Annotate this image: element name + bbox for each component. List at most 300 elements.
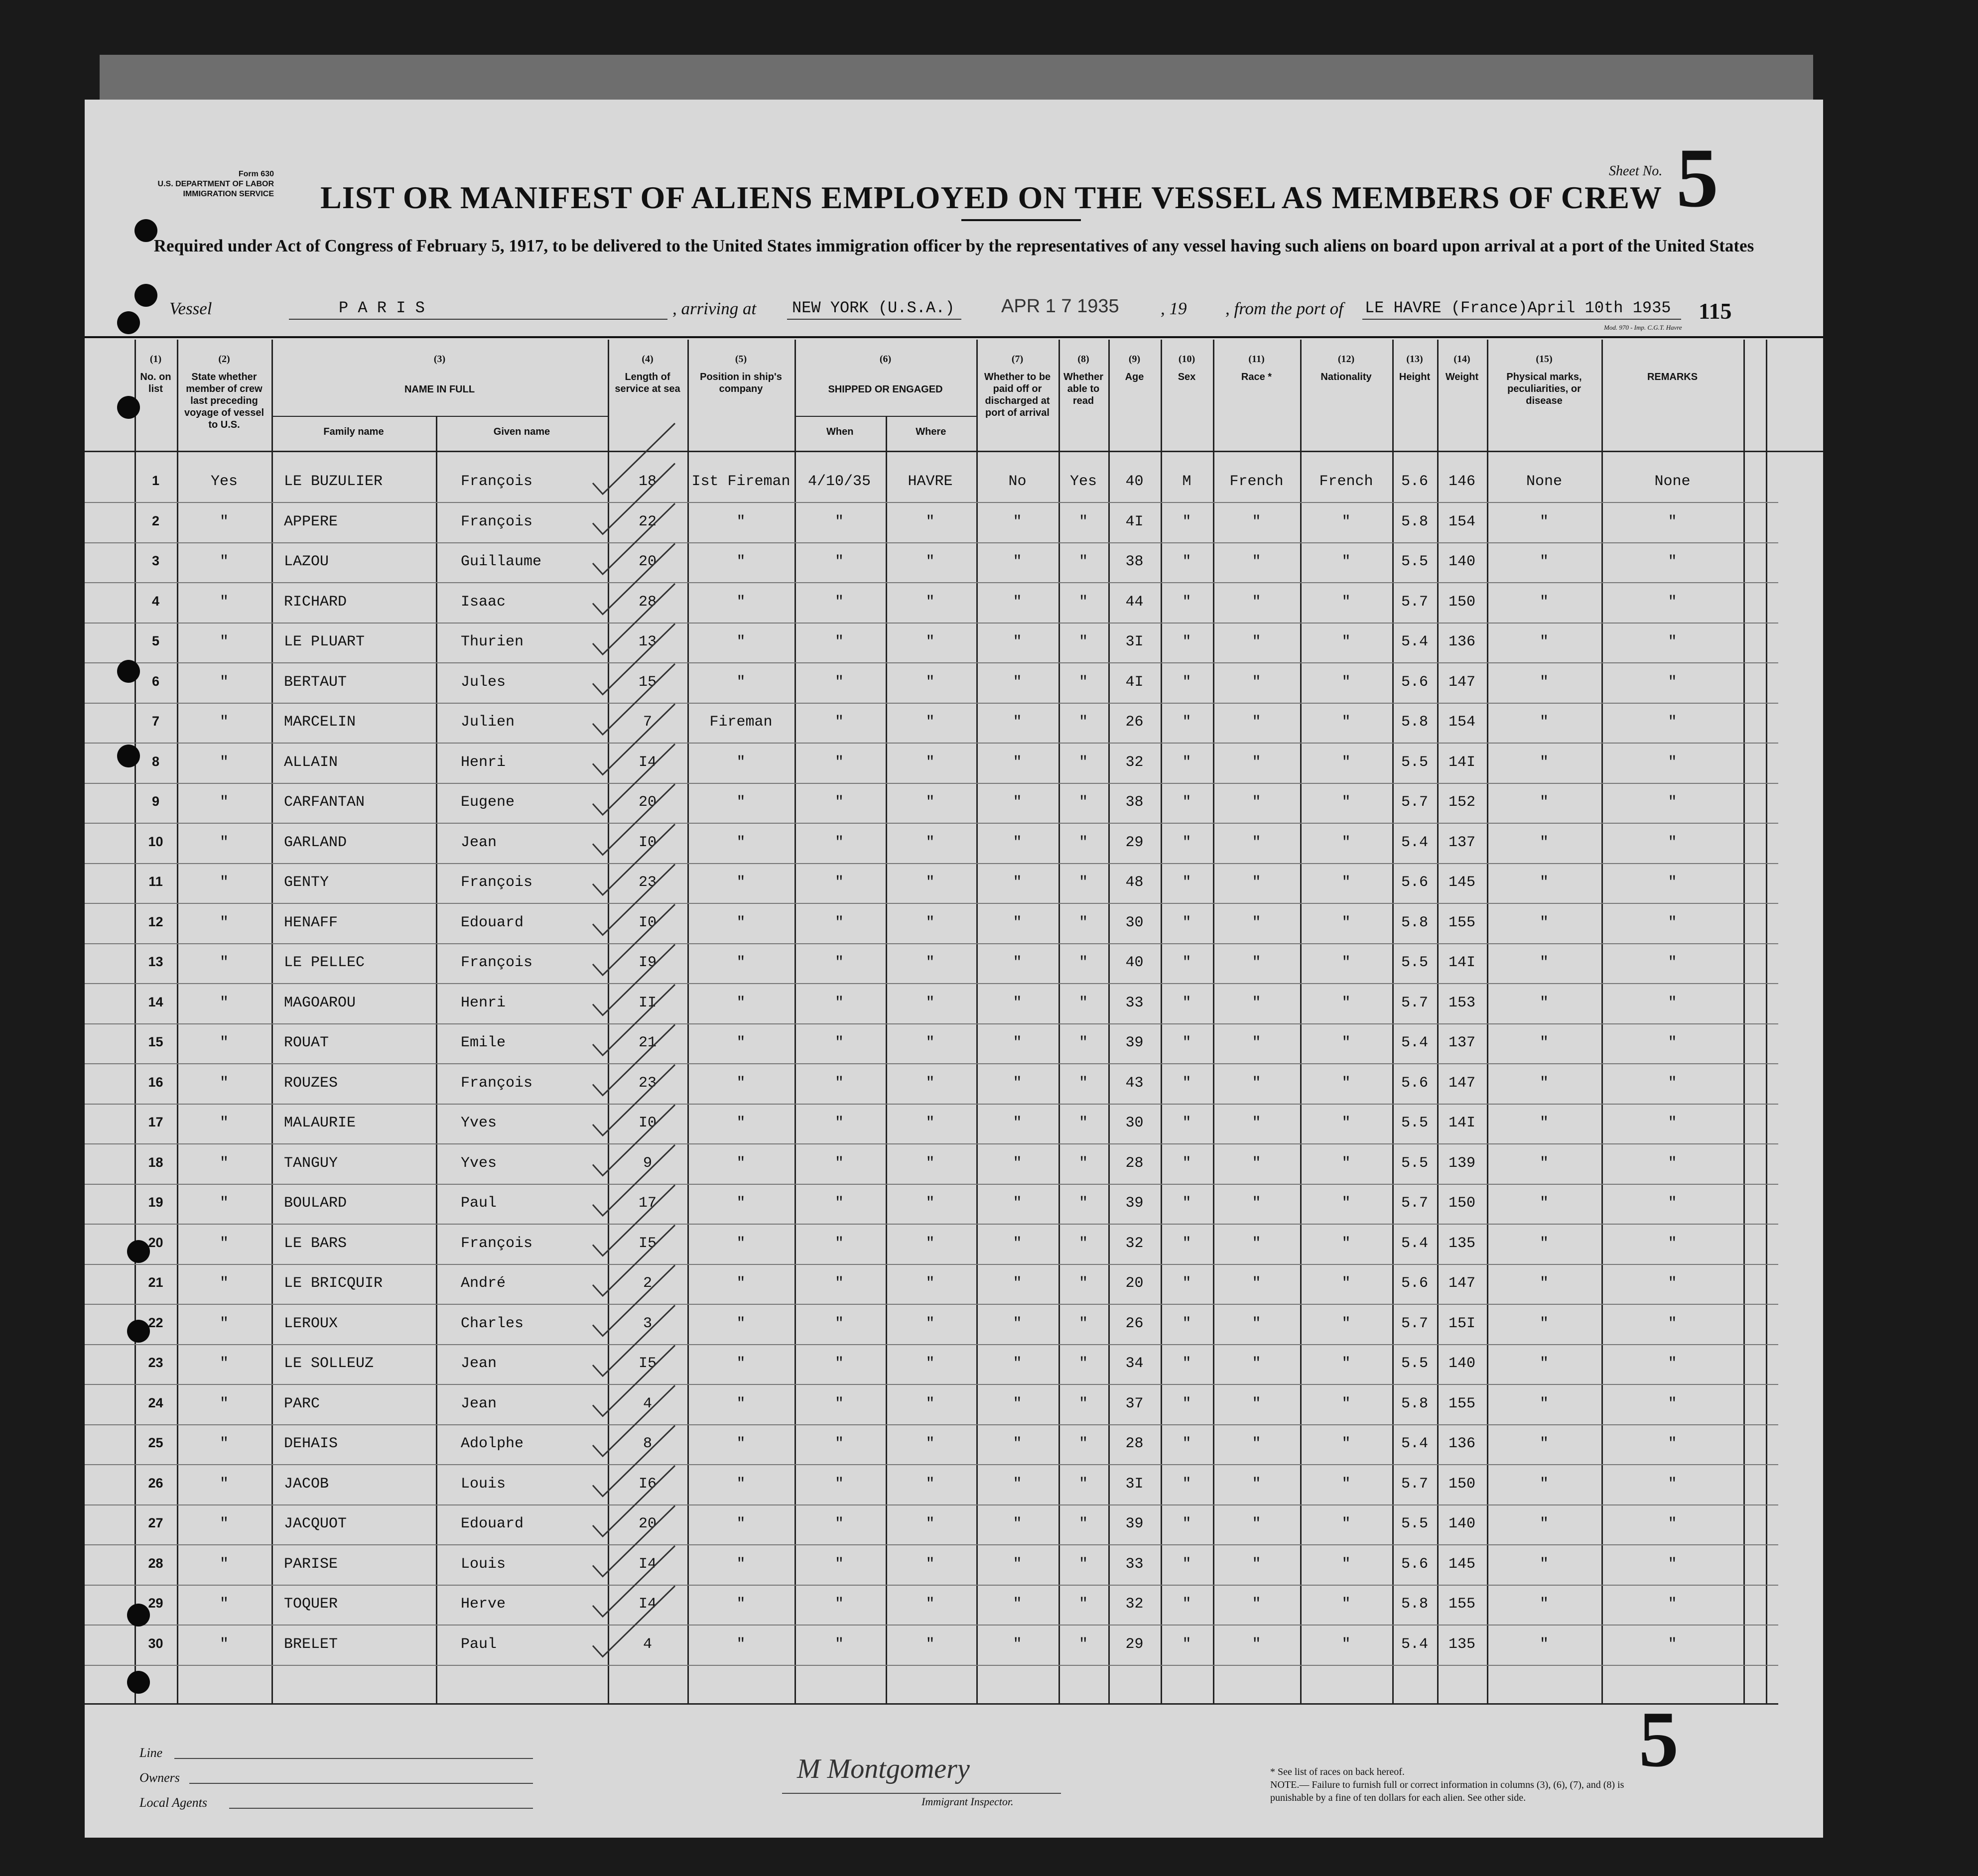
table-cell-nationality: " bbox=[1341, 633, 1351, 650]
table-cell-marks: " bbox=[1539, 1515, 1549, 1532]
local-agents-label: Local Agents bbox=[139, 1795, 208, 1810]
table-cell-height: 5.8 bbox=[1401, 714, 1428, 731]
table-cell-when: " bbox=[834, 673, 844, 691]
table-cell-weight: 14I bbox=[1448, 1115, 1475, 1131]
table-cell-read: " bbox=[1078, 1395, 1088, 1412]
binder-hole bbox=[117, 311, 140, 334]
table-cell-where: " bbox=[925, 633, 935, 650]
table-cell-sex: " bbox=[1182, 1154, 1191, 1172]
table-cell-weight: 155 bbox=[1448, 1596, 1475, 1613]
table-cell-prev: Yes bbox=[210, 473, 238, 490]
table-cell-when: " bbox=[834, 1235, 844, 1252]
table-cell-remarks: " bbox=[1668, 753, 1677, 771]
table-cell-when: " bbox=[834, 714, 844, 731]
table-cell-paid: " bbox=[1013, 1555, 1022, 1573]
column-divider bbox=[1743, 340, 1745, 1703]
sheet-number: 5 bbox=[1676, 131, 1718, 225]
table-cell-marks: " bbox=[1539, 673, 1549, 691]
table-cell-nationality: " bbox=[1341, 1195, 1351, 1212]
table-cell-remarks: " bbox=[1668, 673, 1677, 691]
owners-label: Owners bbox=[139, 1770, 180, 1785]
column-divider bbox=[687, 340, 689, 1703]
table-cell-remarks: " bbox=[1668, 553, 1677, 570]
table-cell-sex: " bbox=[1182, 714, 1191, 731]
row-rule bbox=[85, 1264, 1778, 1265]
table-cell-nationality: " bbox=[1341, 954, 1351, 971]
table-cell-where: " bbox=[925, 794, 935, 811]
table-cell-family: LE BRICQUIR bbox=[284, 1275, 383, 1292]
column-divider bbox=[1601, 340, 1603, 1703]
table-cell-paid: " bbox=[1013, 714, 1022, 731]
row-rule bbox=[85, 903, 1778, 904]
column-header: Physical marks, peculiarities, or disease bbox=[1506, 372, 1582, 406]
table-cell-remarks: " bbox=[1668, 874, 1677, 891]
table-cell-sex: " bbox=[1182, 1555, 1191, 1573]
table-cell-position: " bbox=[736, 994, 746, 1011]
table-cell-paid: " bbox=[1013, 794, 1022, 811]
table-cell-prev: " bbox=[219, 1635, 229, 1653]
table-cell-where: " bbox=[925, 1074, 935, 1092]
table-cell-weight: 147 bbox=[1448, 1275, 1475, 1292]
table-cell-position: " bbox=[736, 1435, 746, 1452]
table-cell-age: 44 bbox=[1125, 593, 1144, 611]
column-divider bbox=[271, 340, 273, 1703]
table-cell-position: " bbox=[736, 1154, 746, 1172]
table-cell-nationality: " bbox=[1341, 1235, 1351, 1252]
table-cell-marks: " bbox=[1539, 954, 1549, 971]
document-subtitle: Required under Act of Congress of February 5, 1917, to be delivered to the United States immigration officer by the representatives of any vessel having such aliens on board upon arrival at a port of the United States bbox=[153, 236, 1754, 255]
table-cell-marks: " bbox=[1539, 593, 1549, 611]
table-cell-family: PARISE bbox=[284, 1555, 338, 1573]
table-cell-service: 18 bbox=[638, 473, 657, 490]
table-cell-no: 27 bbox=[148, 1515, 163, 1530]
table-cell-weight: 145 bbox=[1448, 874, 1475, 891]
table-cell-height: 5.6 bbox=[1401, 1275, 1428, 1292]
table-cell-weight: 137 bbox=[1448, 834, 1475, 851]
column-header: NAME IN FULL bbox=[404, 384, 475, 395]
table-cell-prev: " bbox=[219, 1395, 229, 1412]
column-number: (8) bbox=[1077, 354, 1089, 365]
table-cell-position: " bbox=[736, 673, 746, 691]
table-cell-when: " bbox=[834, 1074, 844, 1092]
table-cell-family: GENTY bbox=[284, 874, 329, 891]
table-cell-height: 5.4 bbox=[1401, 1235, 1428, 1252]
row-rule bbox=[85, 1143, 1778, 1144]
table-cell-weight: 137 bbox=[1448, 1034, 1475, 1051]
table-cell-read: " bbox=[1078, 633, 1088, 650]
table-cell-weight: 155 bbox=[1448, 914, 1475, 931]
table-cell-read: " bbox=[1078, 1275, 1088, 1292]
table-cell-when: " bbox=[834, 1555, 844, 1573]
year-label: , 19 bbox=[1161, 299, 1187, 318]
subheader-divider bbox=[436, 416, 437, 1703]
table-cell-weight: 15I bbox=[1448, 1315, 1475, 1332]
table-cell-marks: " bbox=[1539, 1154, 1549, 1172]
agents-underline bbox=[229, 1808, 533, 1809]
table-cell-where: " bbox=[925, 1555, 935, 1573]
table-cell-remarks: " bbox=[1668, 1195, 1677, 1212]
column-number: (14) bbox=[1453, 354, 1470, 365]
table-cell-nationality: " bbox=[1341, 1034, 1351, 1051]
table-cell-service: 20 bbox=[638, 553, 657, 570]
table-cell-paid: " bbox=[1013, 1115, 1022, 1131]
table-cell-age: 4I bbox=[1125, 673, 1144, 691]
table-cell-remarks: " bbox=[1668, 513, 1677, 530]
table-cell-given: Julien bbox=[461, 714, 515, 731]
table-cell-sex: " bbox=[1182, 794, 1191, 811]
table-cell-when: " bbox=[834, 1515, 844, 1532]
table-cell-service: I5 bbox=[638, 1355, 657, 1372]
column-divider bbox=[1213, 340, 1214, 1703]
table-cell-where: " bbox=[925, 673, 935, 691]
table-cell-read: " bbox=[1078, 1195, 1088, 1212]
column-number: (2) bbox=[218, 354, 230, 365]
table-cell-given: François bbox=[461, 1074, 533, 1092]
table-cell-where: " bbox=[925, 1235, 935, 1252]
table-cell-read: " bbox=[1078, 1154, 1088, 1172]
table-cell-paid: " bbox=[1013, 914, 1022, 931]
table-cell-sex: M bbox=[1182, 473, 1191, 490]
table-cell-no: 13 bbox=[148, 954, 163, 969]
table-cell-remarks: " bbox=[1668, 994, 1677, 1011]
column-header: No. on list bbox=[140, 372, 171, 394]
table-cell-read: " bbox=[1078, 994, 1088, 1011]
table-cell-when: " bbox=[834, 914, 844, 931]
table-cell-family: LEROUX bbox=[284, 1315, 338, 1332]
column-subheader: When bbox=[826, 426, 854, 437]
row-rule bbox=[85, 1224, 1778, 1225]
column-divider bbox=[177, 340, 178, 1703]
table-cell-prev: " bbox=[219, 1596, 229, 1613]
table-cell-marks: " bbox=[1539, 1074, 1549, 1092]
table-cell-no: 17 bbox=[148, 1115, 163, 1129]
table-cell-family: RICHARD bbox=[284, 593, 347, 611]
table-cell-read: " bbox=[1078, 1596, 1088, 1613]
table-cell-read: " bbox=[1078, 874, 1088, 891]
table-cell-prev: " bbox=[219, 1515, 229, 1532]
table-cell-service: 20 bbox=[638, 1515, 657, 1532]
table-cell-where: " bbox=[925, 553, 935, 570]
column-divider bbox=[134, 340, 136, 1703]
table-cell-marks: None bbox=[1526, 473, 1562, 490]
table-cell-family: BERTAUT bbox=[284, 673, 347, 691]
table-cell-paid: " bbox=[1013, 1154, 1022, 1172]
table-cell-service: 9 bbox=[643, 1154, 652, 1172]
table-cell-position: " bbox=[736, 1195, 746, 1212]
table-cell-marks: " bbox=[1539, 714, 1549, 731]
table-cell-sex: " bbox=[1182, 834, 1191, 851]
table-cell-prev: " bbox=[219, 874, 229, 891]
table-cell-read: " bbox=[1078, 1475, 1088, 1493]
table-cell-weight: 135 bbox=[1448, 1235, 1475, 1252]
table-cell-remarks: " bbox=[1668, 1074, 1677, 1092]
table-cell-nationality: " bbox=[1341, 1596, 1351, 1613]
table-cell-remarks: " bbox=[1668, 1235, 1677, 1252]
table-cell-given: Edouard bbox=[461, 1515, 524, 1532]
table-cell-service: 23 bbox=[638, 874, 657, 891]
table-cell-weight: 147 bbox=[1448, 673, 1475, 691]
table-cell-remarks: " bbox=[1668, 954, 1677, 971]
table-cell-race: " bbox=[1252, 1355, 1261, 1372]
table-cell-service: 22 bbox=[638, 513, 657, 530]
sheet-number-bottom: 5 bbox=[1639, 1695, 1679, 1783]
column-divider bbox=[1437, 340, 1439, 1703]
table-cell-service: 17 bbox=[638, 1195, 657, 1212]
table-cell-when: " bbox=[834, 1395, 844, 1412]
table-cell-prev: " bbox=[219, 1154, 229, 1172]
table-cell-given: Yves bbox=[461, 1154, 497, 1172]
table-cell-marks: " bbox=[1539, 753, 1549, 771]
table-cell-height: 5.7 bbox=[1401, 593, 1428, 611]
table-cell-weight: 146 bbox=[1448, 473, 1475, 490]
table-cell-remarks: " bbox=[1668, 1275, 1677, 1292]
table-cell-position: " bbox=[736, 593, 746, 611]
arriving-label: , arriving at bbox=[672, 299, 757, 318]
table-cell-prev: " bbox=[219, 1034, 229, 1051]
table-cell-service: 2 bbox=[643, 1275, 652, 1292]
table-cell-given: Adolphe bbox=[461, 1435, 524, 1452]
column-divider bbox=[1392, 340, 1394, 1703]
table-cell-paid: " bbox=[1013, 1515, 1022, 1532]
table-cell-read: " bbox=[1078, 673, 1088, 691]
table-cell-race: " bbox=[1252, 593, 1261, 611]
table-cell-marks: " bbox=[1539, 794, 1549, 811]
table-cell-remarks: " bbox=[1668, 1115, 1677, 1131]
table-cell-nationality: " bbox=[1341, 673, 1351, 691]
table-cell-given: François bbox=[461, 1235, 533, 1252]
table-cell-given: Louis bbox=[461, 1555, 506, 1573]
table-cell-where: " bbox=[925, 753, 935, 771]
binder-hole bbox=[127, 1320, 150, 1343]
table-cell-when: " bbox=[834, 553, 844, 570]
table-cell-paid: " bbox=[1013, 1355, 1022, 1372]
table-cell-service: 4 bbox=[643, 1635, 652, 1653]
table-cell-marks: " bbox=[1539, 834, 1549, 851]
table-cell-marks: " bbox=[1539, 1475, 1549, 1493]
column-number: (1) bbox=[149, 354, 162, 365]
table-cell-age: 40 bbox=[1125, 473, 1144, 490]
row-rule bbox=[85, 943, 1778, 944]
table-cell-race: " bbox=[1252, 753, 1261, 771]
table-cell-position: " bbox=[736, 834, 746, 851]
table-cell-position: " bbox=[736, 794, 746, 811]
table-cell-marks: " bbox=[1539, 1195, 1549, 1212]
column-divider bbox=[794, 340, 796, 1703]
table-cell-given: Jean bbox=[461, 834, 497, 851]
row-rule bbox=[85, 1464, 1778, 1465]
table-cell-sex: " bbox=[1182, 1596, 1191, 1613]
table-cell-when: 4/10/35 bbox=[807, 473, 871, 490]
table-cell-sex: " bbox=[1182, 1515, 1191, 1532]
table-cell-marks: " bbox=[1539, 914, 1549, 931]
table-cell-marks: " bbox=[1539, 513, 1549, 530]
table-cell-height: 5.8 bbox=[1401, 1395, 1428, 1412]
table-cell-position: " bbox=[736, 633, 746, 650]
table-cell-age: 29 bbox=[1125, 834, 1144, 851]
line-label: Line bbox=[139, 1746, 163, 1760]
table-cell-read: " bbox=[1078, 834, 1088, 851]
table-cell-family: APPERE bbox=[284, 513, 338, 530]
table-cell-remarks: " bbox=[1668, 633, 1677, 650]
table-cell-sex: " bbox=[1182, 1395, 1191, 1412]
row-rule bbox=[85, 703, 1778, 704]
table-cell-family: TOQUER bbox=[284, 1596, 338, 1613]
table-cell-marks: " bbox=[1539, 1275, 1549, 1292]
table-cell-when: " bbox=[834, 954, 844, 971]
table-cell-given: André bbox=[461, 1275, 506, 1292]
table-cell-height: 5.4 bbox=[1401, 633, 1428, 650]
column-number: (15) bbox=[1536, 354, 1553, 365]
table-cell-sex: " bbox=[1182, 553, 1191, 570]
table-cell-race: " bbox=[1252, 513, 1261, 530]
table-cell-read: " bbox=[1078, 914, 1088, 931]
table-cell-position: " bbox=[736, 1235, 746, 1252]
table-cell-when: " bbox=[834, 1315, 844, 1332]
table-cell-age: 39 bbox=[1125, 1195, 1144, 1212]
table-cell-race: " bbox=[1252, 1074, 1261, 1092]
table-cell-nationality: " bbox=[1341, 714, 1351, 731]
document-title: LIST OR MANIFEST OF ALIENS EMPLOYED ON THE VESSEL AS MEMBERS OF CREW bbox=[320, 180, 1662, 215]
table-cell-family: LE PELLEC bbox=[284, 954, 365, 971]
table-cell-height: 5.7 bbox=[1401, 794, 1428, 811]
from-port-and-date: LE HAVRE (France)April 10th 1935 bbox=[1365, 299, 1671, 317]
table-cell-no: 4 bbox=[151, 593, 160, 609]
row-rule bbox=[85, 662, 1778, 663]
table-cell-height: 5.5 bbox=[1401, 1154, 1428, 1172]
table-cell-paid: " bbox=[1013, 1034, 1022, 1051]
table-cell-given: Jean bbox=[461, 1355, 497, 1372]
binder-hole bbox=[117, 396, 140, 419]
arriving-port: NEW YORK (U.S.A.) bbox=[792, 299, 955, 317]
fine-note: NOTE.— Failure to furnish full or correct information in columns (3), (6), (7), and (8) is punishable by a fine of ten dollars for each alien. See other side. bbox=[1270, 1779, 1624, 1803]
table-cell-height: 5.5 bbox=[1401, 753, 1428, 771]
table-cell-marks: " bbox=[1539, 1034, 1549, 1051]
table-cell-remarks: " bbox=[1668, 834, 1677, 851]
table-cell-nationality: " bbox=[1341, 553, 1351, 570]
column-divider bbox=[1487, 340, 1488, 1703]
table-cell-where: " bbox=[925, 994, 935, 1011]
table-cell-prev: " bbox=[219, 513, 229, 530]
crew-table bbox=[85, 100, 1823, 1838]
table-cell-nationality: " bbox=[1341, 593, 1351, 611]
table-cell-position: " bbox=[736, 1315, 746, 1332]
table-cell-family: LE BUZULIER bbox=[284, 473, 383, 490]
table-cell-position: " bbox=[736, 1555, 746, 1573]
table-cell-nationality: " bbox=[1341, 994, 1351, 1011]
table-cell-remarks: " bbox=[1668, 1596, 1677, 1613]
table-cell-when: " bbox=[834, 1355, 844, 1372]
table-cell-remarks: " bbox=[1668, 1435, 1677, 1452]
table-cell-service: 23 bbox=[638, 1074, 657, 1092]
table-cell-position: " bbox=[736, 553, 746, 570]
table-cell-no: 16 bbox=[148, 1074, 163, 1090]
row-rule bbox=[85, 1344, 1778, 1345]
table-cell-height: 5.5 bbox=[1401, 1115, 1428, 1131]
form-line: IMMIGRATION SERVICE bbox=[183, 190, 274, 198]
table-cell-given: Henri bbox=[461, 753, 506, 771]
table-cell-race: " bbox=[1252, 1395, 1261, 1412]
table-cell-nationality: " bbox=[1341, 1315, 1351, 1332]
table-cell-prev: " bbox=[219, 1074, 229, 1092]
table-cell-no: 25 bbox=[148, 1435, 163, 1450]
table-cell-position: " bbox=[736, 1635, 746, 1653]
table-cell-weight: 154 bbox=[1448, 513, 1475, 530]
table-cell-weight: 140 bbox=[1448, 1515, 1475, 1532]
table-cell-age: 32 bbox=[1125, 1235, 1144, 1252]
table-cell-where: " bbox=[925, 1635, 935, 1653]
table-cell-no: 20 bbox=[148, 1235, 163, 1250]
table-cell-where: " bbox=[925, 1355, 935, 1372]
table-cell-service: 7 bbox=[643, 714, 652, 731]
row-rule bbox=[85, 542, 1778, 543]
table-cell-position: Ist Fireman bbox=[691, 473, 791, 490]
table-cell-given: Paul bbox=[461, 1195, 497, 1212]
table-cell-given: Jean bbox=[461, 1395, 497, 1412]
table-cell-read: " bbox=[1078, 553, 1088, 570]
column-header: Weight bbox=[1445, 372, 1479, 382]
table-cell-age: 34 bbox=[1125, 1355, 1144, 1372]
table-cell-paid: " bbox=[1013, 994, 1022, 1011]
table-cell-read: " bbox=[1078, 1355, 1088, 1372]
table-cell-race: " bbox=[1252, 673, 1261, 691]
table-cell-read: " bbox=[1078, 1074, 1088, 1092]
table-cell-height: 5.8 bbox=[1401, 513, 1428, 530]
table-cell-prev: " bbox=[219, 633, 229, 650]
table-cell-read: " bbox=[1078, 513, 1088, 530]
table-cell-no: 21 bbox=[148, 1275, 163, 1290]
row-rule bbox=[85, 502, 1778, 503]
table-cell-service: 8 bbox=[643, 1435, 652, 1452]
table-cell-paid: " bbox=[1013, 1315, 1022, 1332]
table-cell-read: " bbox=[1078, 1515, 1088, 1532]
table-cell-race: " bbox=[1252, 914, 1261, 931]
table-cell-service: 15 bbox=[638, 673, 657, 691]
table-cell-height: 5.6 bbox=[1401, 1555, 1428, 1573]
table-cell-remarks: " bbox=[1668, 794, 1677, 811]
table-cell-given: François bbox=[461, 954, 533, 971]
table-cell-height: 5.4 bbox=[1401, 834, 1428, 851]
table-cell-race: " bbox=[1252, 1515, 1261, 1532]
table-cell-service: 4 bbox=[643, 1395, 652, 1412]
table-cell-prev: " bbox=[219, 1115, 229, 1131]
table-cell-service: I6 bbox=[638, 1475, 657, 1493]
row-rule bbox=[85, 623, 1778, 624]
table-cell-given: Yves bbox=[461, 1115, 497, 1131]
column-header: REMARKS bbox=[1647, 372, 1698, 382]
table-cell-family: ROUZES bbox=[284, 1074, 338, 1092]
table-cell-paid: " bbox=[1013, 1275, 1022, 1292]
table-cell-paid: " bbox=[1013, 673, 1022, 691]
table-cell-nationality: " bbox=[1341, 1635, 1351, 1653]
table-cell-sex: " bbox=[1182, 1074, 1191, 1092]
table-cell-weight: 140 bbox=[1448, 1355, 1475, 1372]
footnote bbox=[1270, 1765, 1649, 1804]
table-cell-height: 5.7 bbox=[1401, 994, 1428, 1011]
table-cell-no: 11 bbox=[148, 874, 163, 889]
table-cell-age: 28 bbox=[1125, 1154, 1144, 1172]
table-cell-position: " bbox=[736, 1115, 746, 1131]
table-cell-age: 26 bbox=[1125, 1315, 1144, 1332]
row-rule bbox=[85, 1625, 1778, 1626]
table-cell-remarks: " bbox=[1668, 1515, 1677, 1532]
table-cell-height: 5.6 bbox=[1401, 673, 1428, 691]
table-cell-no: 1 bbox=[151, 473, 160, 488]
table-cell-sex: " bbox=[1182, 914, 1191, 931]
table-cell-family: PARC bbox=[284, 1395, 320, 1412]
table-cell-read: " bbox=[1078, 1555, 1088, 1573]
table-cell-where: " bbox=[925, 1475, 935, 1493]
table-cell-service: I4 bbox=[638, 753, 657, 771]
